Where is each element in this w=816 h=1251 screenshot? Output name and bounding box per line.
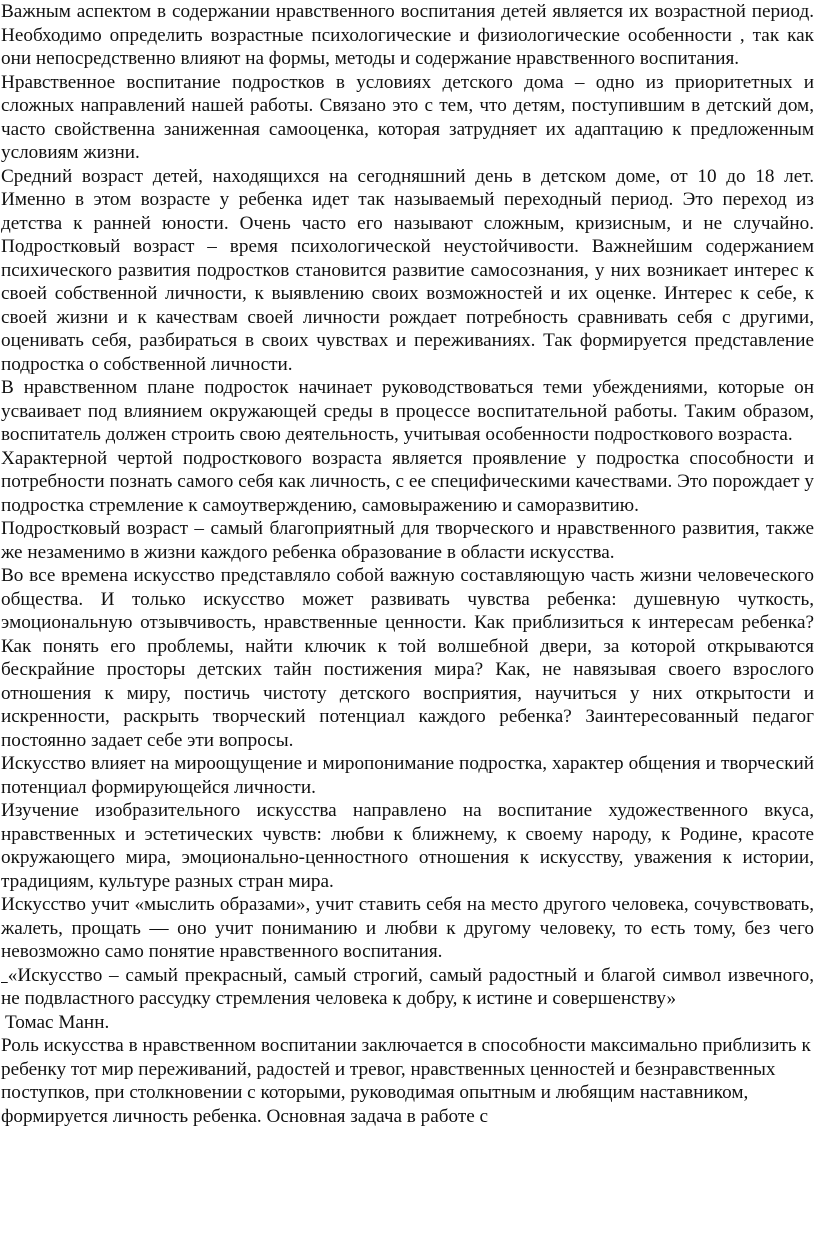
paragraph-age-period: Важным аспектом в содержании нравственного воспитания детей является их возрастной период. Необходимо определить возрастные психологические и физиологические особенности , так как они непосредственно влияют на формы, методы и содержание нравственного воспитания. [1, 1, 814, 69]
paragraph-favorable-age: Подростковый возраст – самый благоприятный для творческого и нравственного развития, также же незаменимо в жизни каждого ребенка образование в области искусства. [1, 518, 814, 563]
paragraph-role-of-art: Роль искусства в нравственном воспитании заключается в способности максимально приблизить к ребенку тот мир переживаний, радостей и тревог, нравственных ценностей и безнравственных поступков, при столкновении с которыми, руководимая опытным и любящим наставником, формируется личность ребенка. Основная задача в работе с [1, 1035, 811, 1127]
quote-author: Томас Манн. [5, 1011, 110, 1033]
document-page [1, 0, 814, 1128]
quote-body: «Искусство – самый прекрасный, самый строгий, самый радостный и благой символ извечного, не подвластного рассудку стремления человека к добру, к истине и совершенству» [1, 964, 814, 1009]
paragraph-average-age: Средний возраст детей, находящихся на сегодняшний день в детском доме, от 10 до 18 лет. Именно в этом возрасте у ребенка идет так называемый переходный период. Это переход из детства к ранней юности. Очень часто его называют сложным, кризисным, и не случайно. Подростковый возраст – время психологической неустойчивости. Важнейшим содержанием психического развития подростков становится развитие самосознания, у них возникает интерес к своей собственной личности, к выявлению своих возможностей и их оценке. Интерес к себе, к своей жизни и к качествам своей личности рождает потребность сравнивать себя с другими, оценивать себя, разбираться в своих чувствах и переживаниях. Так формируется представление подростка о собственной личности. [1, 165, 814, 375]
paragraph-moral-plan: В нравственном плане подросток начинает руководствоваться теми убеждениями, которые он усваивает под влиянием окружающей среды в процессе воспитательной работы. Таким образом, воспитатель должен строить свою деятельность, учитывая особенности подросткового возраста. [1, 377, 814, 445]
paragraph-art-influence: Искусство влияет на мироощущение и миропонимание подростка, характер общения и творческий потенциал формирующейся личности. [1, 753, 814, 798]
paragraph-orphanage-education: Нравственное воспитание подростков в условиях детского дома – одно из приоритетных и сложных направлений нашей работы. Связано это с тем, что детям, поступившим в детский дом, часто свойственна заниженная самооценка, которая затрудняет их адаптацию к предложенным условиям жизни. [1, 71, 814, 163]
paragraph-think-in-images: Искусство учит «мыслить образами», учит ставить себя на место другого человека, сочувствовать, жалеть, прощать — оно учит пониманию и любви к другому человеку, то есть тому, без чего невозможно само понятие нравственного воспитания. [1, 894, 814, 962]
paragraph-fine-arts-study: Изучение изобразительного искусства направлено на воспитание художественного вкуса, нравственных и эстетических чувств: любви к ближнему, к своему народу, к Родине, красоте окружающего мира, эмоционально-ценностного отношения к искусству, уважения к истории, традициям, культуре разных стран мира. [1, 800, 814, 892]
quote-text [1, 964, 814, 1011]
paragraph-art-in-all-times: Во все времена искусство представляло собой важную составляющую часть жизни человеческого общества. И только искусство может развивать чувства ребенка: душевную чуткость, эмоциональную отзывчивость, нравственные ценности. Как приблизиться к интересам ребенка? Как понять его проблемы, найти ключик к той волшебной двери, за которой открываются бескрайние просторы детских тайн постижения мира? Как, не навязывая своего взрослого отношения к миру, постичь чистоту детского восприятия, научиться у них открытости и искренности, раскрыть творческий потенциал каждого ребенка? Заинтересованный педагог постоянно задает себе эти вопросы. [1, 565, 814, 751]
paragraph-characteristic-trait: Характерной чертой подросткового возраста является проявление у подростка способности и потребности познать самого себя как личность, с ее специфическими качествами. Это порождает у подростка стремление к самоутверждению, самовыражению и саморазвитию. [1, 447, 814, 516]
